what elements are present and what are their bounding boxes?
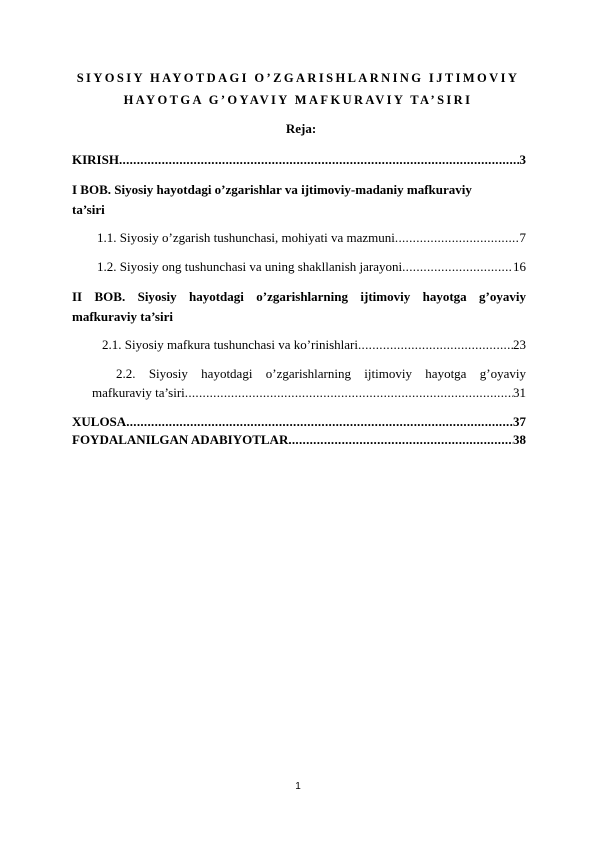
chapter-1-heading-line-2: ta’siri (72, 202, 105, 217)
toc-page-number: 7 (519, 230, 526, 245)
toc-entry-label: KIRISH (72, 152, 119, 167)
toc-entry-2-2 (92, 385, 526, 401)
toc-entry-label: FOYDALANILGAN ADABIYOTLAR (72, 432, 289, 447)
toc-leader-dots (402, 259, 513, 275)
toc-entry-label: XULOSA (72, 414, 127, 429)
document-title-line-2: HAYOTGA G’OYAVIY MAFKURAVIY TA’SIRI (123, 93, 473, 107)
toc-entry-1-2 (97, 259, 526, 275)
page-number: 1 (295, 781, 301, 792)
toc-leader-dots (395, 230, 520, 246)
toc-chapter-1-heading (72, 180, 526, 220)
chapter-2-heading-line-2: mafkuraviy ta’siri (72, 309, 173, 324)
toc-entry-label: 1.2. Siyosiy ong tushunchasi va uning shakllanish jarayoni (97, 259, 403, 274)
toc-entry-1-1 (97, 230, 526, 246)
toc-entry-2-1 (102, 337, 526, 353)
toc-leader-dots (126, 414, 513, 430)
toc-entry-xulosa (72, 414, 526, 430)
toc-leader-dots (358, 337, 513, 353)
plan-label: Reja: (285, 121, 317, 136)
toc-leader-dots (119, 152, 520, 168)
toc-leader-dots (185, 385, 513, 401)
chapter-2-heading-line-1: II BOB. Siyosiy hayotdagi o’zgarishlarning ijtimoviy hayotga g’oyaviy (72, 289, 526, 304)
toc-entry-label: 2.1. Siyosiy mafkura tushunchasi va ko’rinishlari (102, 337, 358, 352)
toc-leader-dots (288, 432, 513, 448)
chapter-1-heading-line-1: I BOB. Siyosiy hayotdagi o’zgarishlar va ijtimoviy-madaniy mafkuraviy (72, 182, 472, 197)
toc-page-number: 37 (513, 414, 526, 429)
toc-page-number: 16 (513, 259, 526, 274)
toc-entry-adabiyotlar (72, 432, 526, 448)
toc-entry-label: 1.1. Siyosiy o’zgarish tushunchasi, mohiyati va mazmuni (97, 230, 395, 245)
document-title-line-1: SIYOSIY HAYOTDAGI O’ZGARISHLARNING IJTIMOVIY (76, 71, 520, 85)
toc-chapter-2-heading (72, 287, 526, 327)
toc-entry-kirish (72, 152, 526, 168)
toc-entry-2-2-line-1: 2.2. Siyosiy hayotdagi o’zgarishlarning ijtimoviy hayotga g’oyaviy (116, 366, 526, 381)
toc-page-number: 31 (513, 385, 526, 400)
toc-page-number: 23 (513, 337, 526, 352)
toc-entry-label: mafkuraviy ta’siri (92, 385, 185, 400)
toc-page-number: 38 (513, 432, 526, 447)
toc-page-number: 3 (519, 152, 526, 167)
